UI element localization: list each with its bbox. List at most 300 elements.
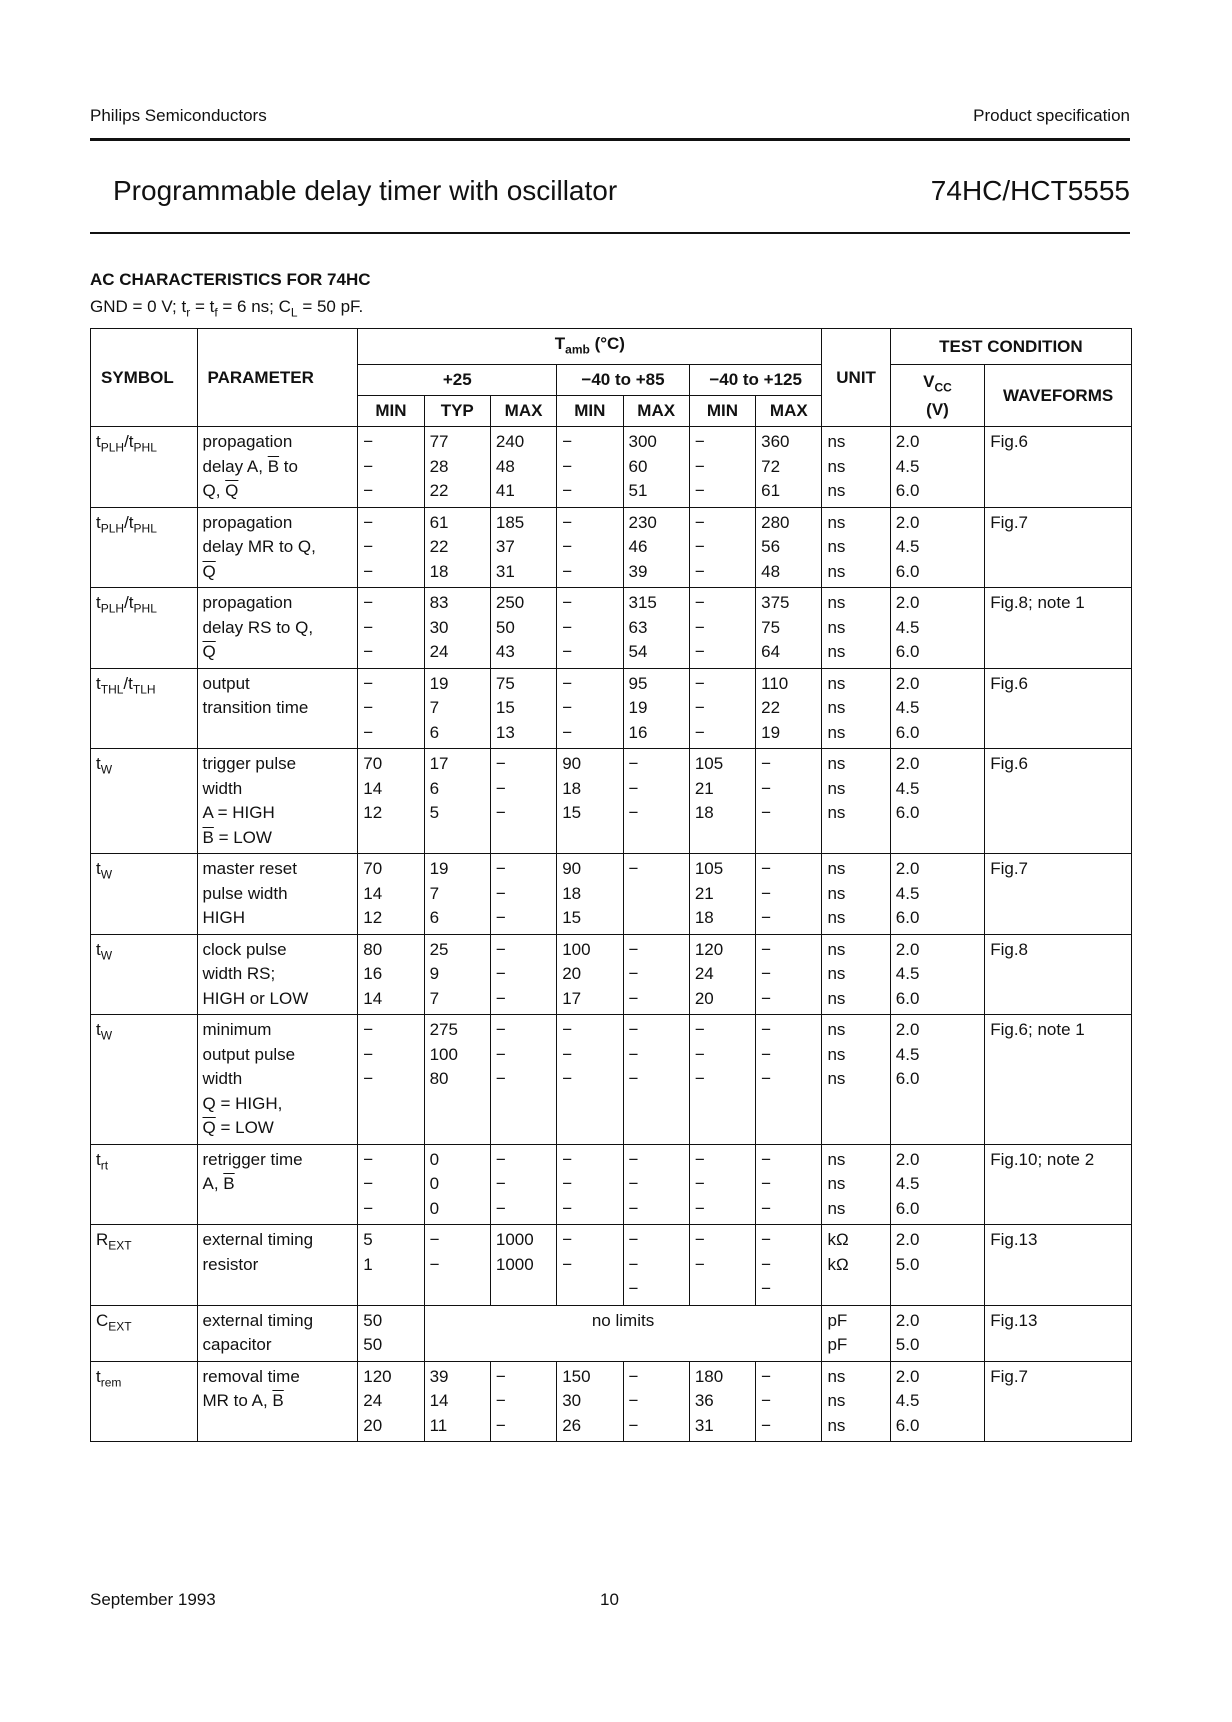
- unit-value: ns: [827, 456, 846, 476]
- waveform-cell: Fig.13: [985, 1225, 1132, 1306]
- min-125-value: −: [694, 698, 705, 718]
- parameter-line: width RS;: [202, 964, 276, 984]
- min-25-value: 20: [363, 1415, 383, 1435]
- vcc-value: 6.0: [895, 908, 920, 928]
- max-25-value: 31: [495, 561, 515, 581]
- parameter-line: $\overline{Q}$ = LOW: [202, 1118, 274, 1138]
- min-25-value: −: [363, 698, 374, 718]
- parameter-line: pulse width: [202, 883, 288, 903]
- typ-25-value: 18: [429, 561, 449, 581]
- vcc: [890, 1225, 984, 1306]
- max-85-value: −: [628, 1254, 639, 1274]
- typ-25-value: 7: [429, 883, 440, 903]
- parameter-cell: [197, 1015, 358, 1145]
- max-85-value: −: [628, 1198, 639, 1218]
- max-85: [623, 1144, 689, 1225]
- unit: [822, 854, 890, 935]
- header-max: MAX: [756, 396, 822, 427]
- min-25: [358, 1144, 424, 1225]
- symbol: $C_{EXT}$: [96, 1310, 132, 1334]
- unit: [822, 668, 890, 749]
- max-85-value: 54: [628, 642, 648, 662]
- symbol: $t_W$: [96, 1020, 113, 1043]
- min-85-value: −: [562, 617, 573, 637]
- max-125-value: 360: [761, 432, 790, 452]
- min-25-value: −: [363, 456, 374, 476]
- vcc: [890, 1015, 984, 1145]
- max-25-value: −: [495, 939, 506, 959]
- min-85-value: 18: [562, 883, 582, 903]
- max-25: [490, 588, 556, 669]
- unit-value: ns: [827, 778, 846, 798]
- max-25-value: −: [495, 988, 506, 1008]
- unit-value: pF: [827, 1335, 848, 1355]
- min-125-value: −: [694, 673, 705, 693]
- min-25: [358, 1361, 424, 1442]
- symbol-cell: [91, 1225, 198, 1306]
- max-25-value: 41: [495, 481, 515, 501]
- symbol-cell: [91, 1305, 198, 1361]
- parameter-cell: [197, 507, 358, 588]
- parameter-line: $\overline{Q}$: [202, 642, 216, 662]
- min-25-value: 120: [363, 1366, 392, 1386]
- min-25-value: −: [363, 617, 374, 637]
- max-85-value: 63: [628, 617, 648, 637]
- min-125-value: −: [694, 456, 705, 476]
- symbol-cell: [91, 1015, 198, 1145]
- min-85-value: −: [562, 1198, 573, 1218]
- parameter-line: Q, $\overline{Q}$: [202, 481, 239, 501]
- typ-25-value: 22: [429, 481, 449, 501]
- typ-25-value: 28: [429, 456, 449, 476]
- max-125-value: −: [761, 778, 772, 798]
- symbol-cell: [91, 854, 198, 935]
- min-125: [689, 507, 755, 588]
- min-125: [689, 854, 755, 935]
- parameter-line: external timing: [202, 1230, 314, 1250]
- min-125-value: −: [694, 617, 705, 637]
- unit-value: ns: [827, 908, 846, 928]
- min-85-value: −: [562, 456, 573, 476]
- symbol-cell: [91, 668, 198, 749]
- parameter-line: $\overline{B}$ = LOW: [202, 827, 272, 847]
- min-25-value: 50: [363, 1335, 383, 1355]
- max-125-value: 72: [761, 456, 781, 476]
- vcc-value: 6.0: [895, 803, 920, 823]
- parameter-line: propagation: [202, 432, 293, 452]
- typ-25-value: 14: [429, 1391, 449, 1411]
- header-waveforms: WAVEFORMS: [985, 365, 1132, 427]
- min-25-value: 50: [363, 1310, 383, 1330]
- max-25-value: −: [495, 1391, 506, 1411]
- max-85-value: −: [628, 1044, 639, 1064]
- parameter-line: HIGH: [202, 908, 245, 928]
- typ-25-value: 61: [429, 512, 449, 532]
- parameter-line: output: [202, 673, 250, 693]
- table-row: [91, 749, 1132, 854]
- typ-25-value: 6: [429, 908, 440, 928]
- table-row: [91, 427, 1132, 508]
- vcc-value: 4.5: [895, 778, 920, 798]
- unit-value: kΩ: [827, 1254, 849, 1274]
- max-125-value: −: [761, 1366, 772, 1386]
- waveform-cell: Fig.13: [985, 1305, 1132, 1361]
- unit: [822, 1305, 890, 1361]
- parameter-cell: [197, 749, 358, 854]
- max-85-value: −: [628, 1391, 639, 1411]
- min-85: [557, 1015, 623, 1145]
- max-125: [756, 507, 822, 588]
- min-25-value: −: [363, 1044, 374, 1064]
- unit-value: ns: [827, 1069, 846, 1089]
- min-85: [557, 507, 623, 588]
- min-85-value: −: [562, 1230, 573, 1250]
- max-85-value: −: [628, 1069, 639, 1089]
- symbol: $t_{THL}/t_{TLH}$: [96, 673, 156, 697]
- parameter-line: removal time: [202, 1366, 300, 1386]
- max-125-value: 48: [761, 561, 781, 581]
- unit-value: ns: [827, 803, 846, 823]
- max-125-value: 19: [761, 722, 781, 742]
- header-min: MIN: [557, 396, 623, 427]
- vcc: [890, 588, 984, 669]
- parameter-cell: [197, 1144, 358, 1225]
- typ-25-value: 83: [429, 593, 449, 613]
- vcc-value: 4.5: [895, 883, 920, 903]
- header-test-condition: TEST CONDITION: [890, 329, 1131, 365]
- symbol: $R_{EXT}$: [96, 1230, 132, 1253]
- min-25-value: −: [363, 481, 374, 501]
- min-125: [689, 1015, 755, 1145]
- min-125: [689, 588, 755, 669]
- waveform-cell: Fig.6: [985, 668, 1132, 749]
- unit-value: ns: [827, 1366, 846, 1386]
- parameter-line: width: [202, 778, 243, 798]
- min-125-value: −: [694, 512, 705, 532]
- max-25-value: −: [495, 859, 506, 879]
- typ-25-value: −: [429, 1230, 440, 1250]
- max-25-value: −: [495, 1149, 506, 1169]
- min-85-value: −: [562, 722, 573, 742]
- min-25: [358, 588, 424, 669]
- min-25-value: 12: [363, 908, 383, 928]
- typ-25-value: 30: [429, 617, 449, 637]
- min-25-value: −: [363, 722, 374, 742]
- min-85-value: −: [562, 1044, 573, 1064]
- max-125-value: 22: [761, 698, 781, 718]
- vcc-value: 4.5: [895, 964, 920, 984]
- min-125-value: −: [694, 1174, 705, 1194]
- max-125-value: −: [761, 1198, 772, 1218]
- min-25-value: 16: [363, 964, 383, 984]
- parameter-cell: [197, 1305, 358, 1361]
- max-25-value: −: [495, 1174, 506, 1194]
- waveform-cell: Fig.7: [985, 1361, 1132, 1442]
- symbol: $t_{PLH}/t_{PHL}$: [96, 593, 157, 616]
- parameter-line: capacitor: [202, 1335, 272, 1355]
- vcc-value: 2.0: [895, 673, 920, 693]
- min-125: [689, 668, 755, 749]
- max-85-value: −: [628, 778, 639, 798]
- min-125-value: 120: [694, 939, 724, 959]
- max-85-value: −: [628, 1149, 639, 1169]
- parameter-line: delay RS to Q,: [202, 617, 314, 637]
- typ-25-value: 19: [429, 673, 449, 693]
- min-85-value: 150: [562, 1366, 591, 1386]
- max-25: [490, 749, 556, 854]
- max-125: [756, 934, 822, 1015]
- min-25: [358, 934, 424, 1015]
- typ-25-value: 9: [429, 964, 440, 984]
- max-85-value: −: [628, 1415, 639, 1435]
- typ-25: [424, 854, 490, 935]
- min-125-value: −: [694, 1044, 705, 1064]
- min-25: [358, 1225, 424, 1306]
- min-85: [557, 1361, 623, 1442]
- min-25-value: −: [363, 593, 374, 613]
- typ-25-value: 7: [429, 698, 440, 718]
- parameter-line: Q = HIGH,: [202, 1093, 283, 1113]
- max-125-value: −: [761, 1279, 772, 1299]
- min-85-value: 17: [562, 988, 582, 1008]
- ac-characteristics-table: [90, 328, 1132, 1442]
- header-range-125: −40 to +125: [689, 365, 822, 396]
- vcc-value: 6.0: [895, 561, 920, 581]
- max-125-value: 61: [761, 481, 781, 501]
- max-25-value: −: [495, 908, 506, 928]
- max-25-value: 185: [495, 512, 525, 532]
- typ-25: [424, 427, 490, 508]
- max-125: [756, 668, 822, 749]
- max-125: [756, 749, 822, 854]
- footer-date: September 1993: [90, 1590, 216, 1609]
- min-125-value: −: [694, 561, 705, 581]
- min-125-value: 18: [694, 908, 714, 928]
- min-125-value: 24: [694, 964, 714, 984]
- vcc-value: 6.0: [895, 722, 920, 742]
- waveform-cell: Fig.6: [985, 749, 1132, 854]
- waveform-cell: Fig.7: [985, 507, 1132, 588]
- unit-value: pF: [827, 1310, 848, 1330]
- min-85-value: −: [562, 432, 573, 452]
- table-row: [91, 1305, 1132, 1361]
- unit-value: ns: [827, 1198, 846, 1218]
- vcc-value: 6.0: [895, 1415, 920, 1435]
- typ-25-value: 6: [429, 778, 440, 798]
- vcc-value: 5.0: [895, 1254, 920, 1274]
- unit-value: ns: [827, 754, 846, 774]
- max-25-value: −: [495, 1020, 506, 1040]
- vcc-value: 2.0: [895, 593, 920, 613]
- max-125-value: 75: [761, 617, 781, 637]
- max-25: [490, 854, 556, 935]
- min-25-value: −: [363, 1069, 374, 1089]
- min-85-value: −: [562, 1254, 573, 1274]
- parameter-line: trigger pulse: [202, 754, 297, 774]
- max-125-value: −: [761, 939, 772, 959]
- unit-value: ns: [827, 642, 846, 662]
- header-parameter: PARAMETER: [197, 329, 358, 427]
- parameter-cell: [197, 1361, 358, 1442]
- parameter-line: propagation: [202, 593, 293, 613]
- symbol: $t_{rem}$: [96, 1366, 122, 1390]
- min-25-value: 5: [363, 1230, 373, 1250]
- min-25-value: −: [363, 561, 374, 581]
- min-125-value: −: [694, 432, 705, 452]
- vcc-value: 4.5: [895, 617, 920, 637]
- unit-value: ns: [827, 432, 846, 452]
- max-25-value: −: [495, 778, 506, 798]
- max-85-value: −: [628, 1366, 639, 1386]
- symbol: $t_{rt}$: [96, 1149, 109, 1173]
- min-125-value: 180: [694, 1366, 724, 1386]
- table-row: [91, 854, 1132, 935]
- min-85: [557, 427, 623, 508]
- min-125-value: −: [694, 1069, 705, 1089]
- min-25: [358, 507, 424, 588]
- header-vcc: $V_{CC}$ (V): [890, 365, 984, 427]
- parameter-cell: [197, 427, 358, 508]
- unit: [822, 1225, 890, 1306]
- max-125-value: −: [761, 754, 772, 774]
- header-min: MIN: [689, 396, 755, 427]
- typ-25-value: 6: [429, 722, 440, 742]
- unit: [822, 427, 890, 508]
- vcc-value: 5.0: [895, 1335, 920, 1355]
- min-25-value: −: [363, 1174, 374, 1194]
- min-125-value: 20: [694, 988, 714, 1008]
- vcc-value: 2.0: [895, 1366, 920, 1386]
- min-25-value: 24: [363, 1391, 383, 1411]
- max-25-value: −: [495, 883, 506, 903]
- min-85-value: −: [562, 1174, 573, 1194]
- min-125: [689, 749, 755, 854]
- document-title: Programmable delay timer with oscillator: [113, 175, 618, 206]
- typ-25-value: −: [429, 1254, 440, 1274]
- min-85-value: 15: [562, 803, 582, 823]
- min-125-value: 21: [694, 778, 714, 798]
- company-name: Philips Semiconductors: [90, 106, 267, 125]
- min-25: [358, 427, 424, 508]
- vcc: [890, 1305, 984, 1361]
- max-85-value: −: [628, 1020, 639, 1040]
- vcc-value: 4.5: [895, 456, 920, 476]
- unit-value: ns: [827, 859, 846, 879]
- min-25: [358, 1015, 424, 1145]
- parameter-cell: [197, 1225, 358, 1306]
- min-25-value: 14: [363, 778, 383, 798]
- min-85-value: −: [562, 673, 573, 693]
- vcc: [890, 854, 984, 935]
- parameter-cell: [197, 934, 358, 1015]
- typ-25-value: 7: [429, 988, 440, 1008]
- typ-25-value: 25: [429, 939, 449, 959]
- unit-value: ns: [827, 1020, 846, 1040]
- unit-value: ns: [827, 673, 846, 693]
- unit-value: ns: [827, 617, 846, 637]
- min-85-value: −: [562, 512, 573, 532]
- max-125: [756, 1225, 822, 1306]
- typ-25: [424, 668, 490, 749]
- symbol: $t_W$: [96, 939, 113, 963]
- min-125-value: −: [694, 593, 705, 613]
- max-85-value: 16: [628, 722, 648, 742]
- parameter-line: width: [202, 1069, 243, 1089]
- max-25-value: −: [495, 1069, 506, 1089]
- max-85-value: −: [628, 1230, 639, 1250]
- max-25-value: −: [495, 1366, 506, 1386]
- table-row: [91, 1144, 1132, 1225]
- min-125: [689, 1144, 755, 1225]
- max-125-value: −: [761, 1020, 772, 1040]
- min-25-value: −: [363, 432, 374, 452]
- typ-25-value: 0: [429, 1149, 440, 1169]
- typ-25: [424, 1015, 490, 1145]
- unit-value: ns: [827, 722, 846, 742]
- min-85-value: 90: [562, 754, 582, 774]
- min-125: [689, 1361, 755, 1442]
- max-85-value: −: [628, 859, 639, 879]
- min-85: [557, 854, 623, 935]
- max-85-value: 19: [628, 698, 648, 718]
- max-125: [756, 1144, 822, 1225]
- vcc-value: 2.0: [895, 1149, 920, 1169]
- max-85-value: 315: [628, 593, 657, 613]
- vcc: [890, 427, 984, 508]
- parameter-line: MR to A, $\overline{B}$: [202, 1391, 284, 1411]
- max-25-value: −: [495, 1044, 506, 1064]
- table-row: [91, 507, 1132, 588]
- min-85-value: −: [562, 593, 573, 613]
- typ-25: [424, 934, 490, 1015]
- waveform-cell: Fig.10; note 2: [985, 1144, 1132, 1225]
- symbol: $t_W$: [96, 754, 113, 777]
- vcc-value: 4.5: [895, 1174, 920, 1194]
- unit-value: kΩ: [827, 1230, 849, 1250]
- table-row: [91, 1225, 1132, 1306]
- header-min: MIN: [358, 396, 424, 427]
- max-25: [490, 427, 556, 508]
- typ-25-value: 275: [429, 1020, 458, 1040]
- max-85-value: 95: [628, 673, 648, 693]
- max-125-value: −: [761, 964, 772, 984]
- min-85: [557, 749, 623, 854]
- typ-25-value: 100: [429, 1044, 458, 1064]
- max-25: [490, 1144, 556, 1225]
- max-85: [623, 507, 689, 588]
- min-85: [557, 588, 623, 669]
- max-85-value: −: [628, 754, 639, 774]
- max-85: [623, 854, 689, 935]
- max-85: [623, 1225, 689, 1306]
- max-25-value: −: [495, 754, 506, 774]
- symbol-cell: [91, 934, 198, 1015]
- table-row: [91, 668, 1132, 749]
- header-symbol: SYMBOL: [91, 329, 198, 427]
- min-85-value: −: [562, 1149, 573, 1169]
- parameter-line: delay MR to Q,: [202, 537, 316, 557]
- typ-25-value: 80: [429, 1069, 449, 1089]
- min-25-value: 70: [363, 754, 383, 774]
- min-85-value: −: [562, 537, 573, 557]
- parameter-line: HIGH or LOW: [202, 988, 309, 1008]
- header-range-25: +25: [358, 365, 557, 396]
- symbol-cell: [91, 1144, 198, 1225]
- min-125-value: 105: [694, 754, 724, 774]
- min-85-value: 100: [562, 939, 591, 959]
- typ-25: [424, 1144, 490, 1225]
- parameter-line: transition time: [202, 698, 309, 718]
